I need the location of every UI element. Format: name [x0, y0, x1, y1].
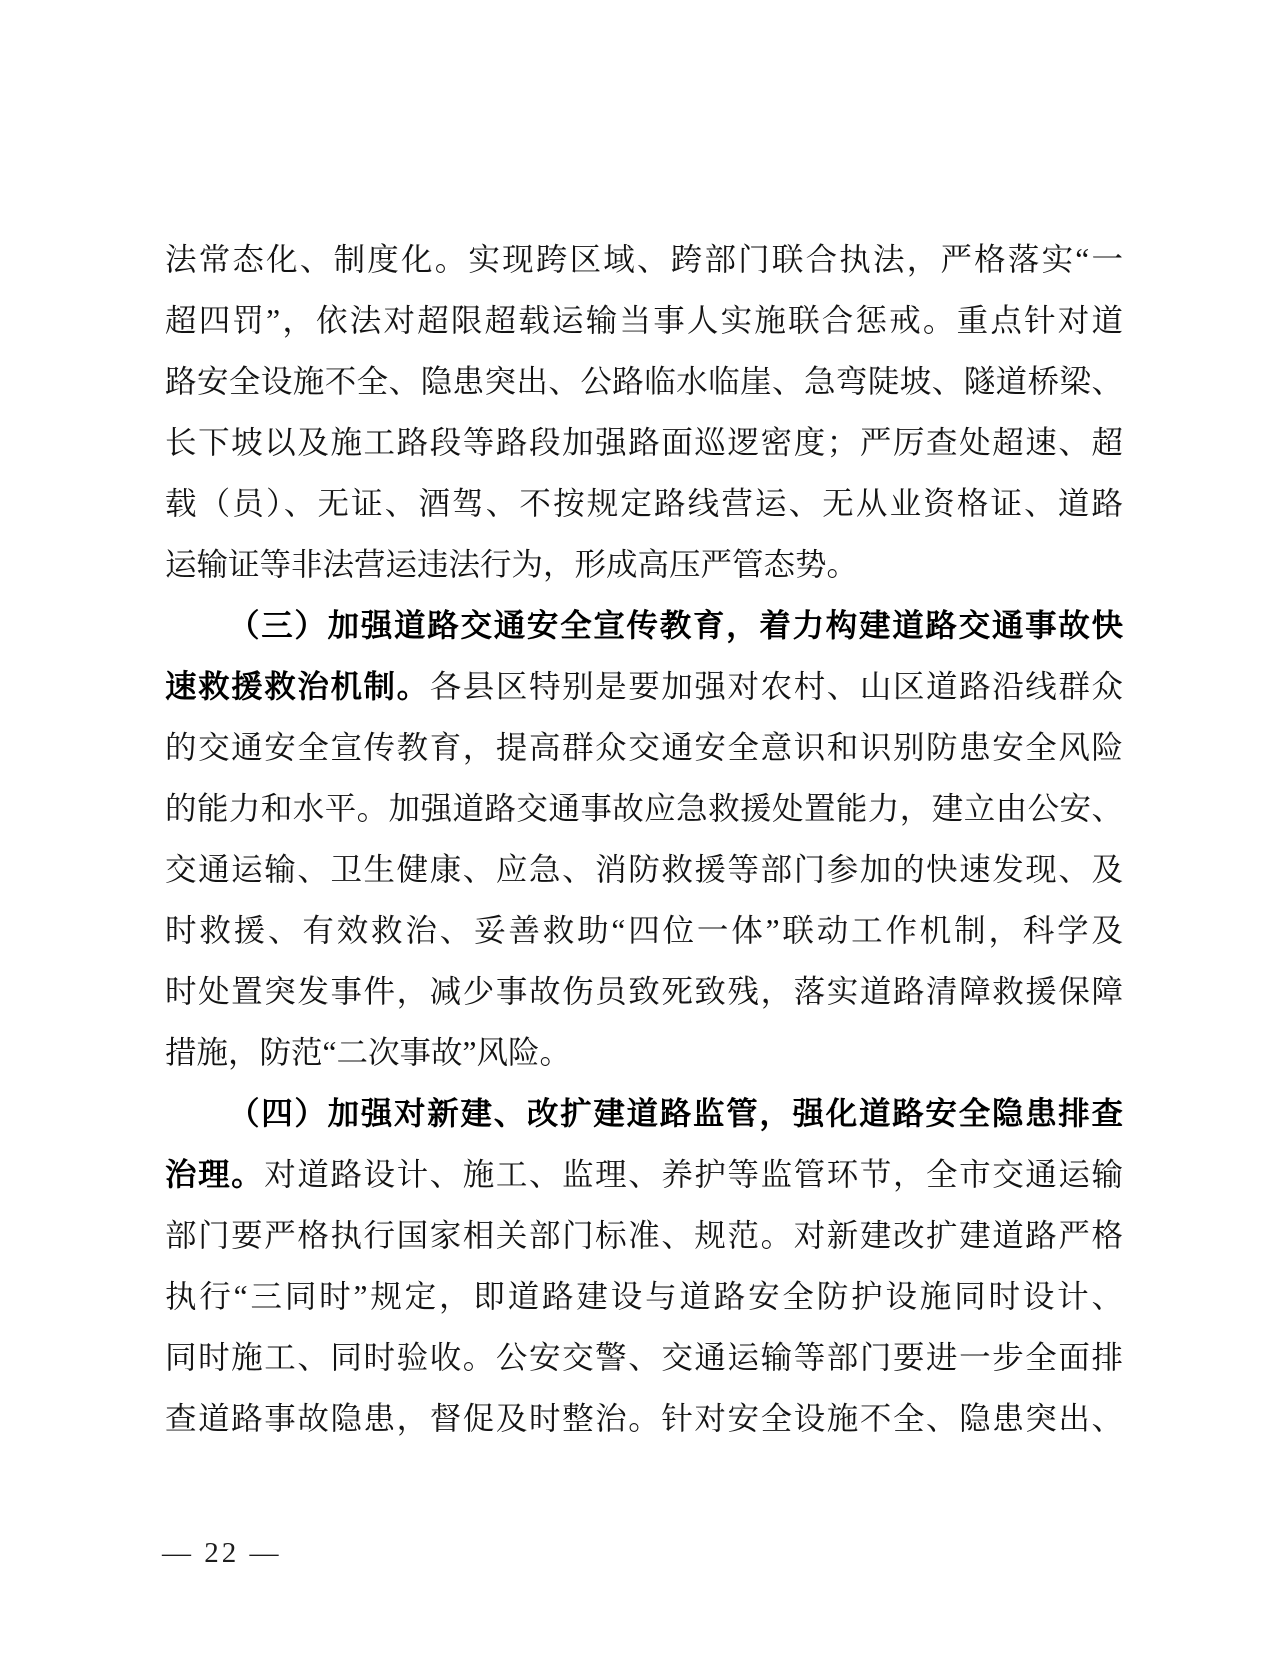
- text-segment: 同时施工、同时验收。公安交警、交通运输等部门要进一步全面排: [165, 1340, 1123, 1375]
- text-segment: 查道路事故隐患，督促及时整治。针对安全设施不全、隐患突出、: [165, 1401, 1123, 1436]
- text-line-p3-l2: [165, 1144, 1123, 1205]
- text-segment: 路安全设施不全、隐患突出、公路临水临崖、急弯陡坡、隧道桥梁、: [165, 364, 1123, 399]
- text-segment: 时处置突发事件，减少事故伤员致死致残，落实道路清障救援保障: [165, 974, 1123, 1009]
- text-line-p2-l4: [165, 778, 1123, 839]
- text-line-p3-l3: [165, 1205, 1123, 1266]
- text-line-p1-l2: [165, 290, 1123, 351]
- text-line-p1-l1: [165, 229, 1123, 290]
- document-body: [165, 229, 1123, 1449]
- text-line-p1-l5: [165, 473, 1123, 534]
- text-segment: 的交通安全宣传教育，提高群众交通安全意识和识别防患安全风险: [165, 730, 1123, 765]
- text-segment: 执行“三同时”规定，即道路建设与道路安全防护设施同时设计、: [165, 1279, 1123, 1314]
- page-number: — 22 —: [162, 1537, 282, 1569]
- bold-text-segment: 治理。: [165, 1157, 265, 1192]
- text-line-p2-l7: [165, 961, 1123, 1022]
- text-line-p3-l4: [165, 1266, 1123, 1327]
- bold-text-segment: （四）加强对新建、改扩建道路监管，强化道路安全隐患排查: [228, 1096, 1123, 1131]
- text-line-p2-l5: [165, 839, 1123, 900]
- text-line-p1-l6: [165, 534, 1123, 595]
- text-segment: 的能力和水平。加强道路交通事故应急救援处置能力，建立由公安、: [165, 791, 1123, 826]
- text-line-p2-l2: [165, 656, 1123, 717]
- text-segment: 部门要严格执行国家相关部门标准、规范。对新建改扩建道路严格: [165, 1218, 1123, 1253]
- text-segment: 措施，防范“二次事故”风险。: [165, 1035, 571, 1070]
- bold-text-segment: 速救援救治机制。: [165, 669, 430, 704]
- text-segment: 各县区特别是要加强对农村、山区道路沿线群众: [429, 669, 1123, 704]
- text-segment: 时救援、有效救治、妥善救助“四位一体”联动工作机制，科学及: [165, 913, 1123, 948]
- text-segment: 运输证等非法营运违法行为，形成高压严管态势。: [165, 547, 859, 582]
- text-line-p2-l3: [165, 717, 1123, 778]
- text-line-p3-l1: [165, 1083, 1123, 1144]
- text-line-p1-l4: [165, 412, 1123, 473]
- bold-text-segment: （三）加强道路交通安全宣传教育，着力构建道路交通事故快: [228, 608, 1123, 643]
- text-line-p1-l3: [165, 351, 1123, 412]
- text-line-p2-l8: [165, 1022, 1123, 1083]
- text-segment: 超四罚”，依法对超限超载运输当事人实施联合惩戒。重点针对道: [165, 303, 1123, 338]
- text-line-p2-l6: [165, 900, 1123, 961]
- text-segment: 长下坡以及施工路段等路段加强路面巡逻密度；严厉查处超速、超: [165, 425, 1123, 460]
- text-segment: 对道路设计、施工、监理、养护等监管环节，全市交通运输: [264, 1157, 1123, 1192]
- text-line-p3-l5: [165, 1327, 1123, 1388]
- text-line-p2-l1: [165, 595, 1123, 656]
- text-line-p3-l6: [165, 1388, 1123, 1449]
- text-segment: 载（员）、无证、酒驾、不按规定路线营运、无从业资格证、道路: [165, 486, 1123, 521]
- text-segment: 法常态化、制度化。实现跨区域、跨部门联合执法，严格落实“一: [165, 242, 1123, 277]
- text-segment: 交通运输、卫生健康、应急、消防救援等部门参加的快速发现、及: [165, 852, 1123, 887]
